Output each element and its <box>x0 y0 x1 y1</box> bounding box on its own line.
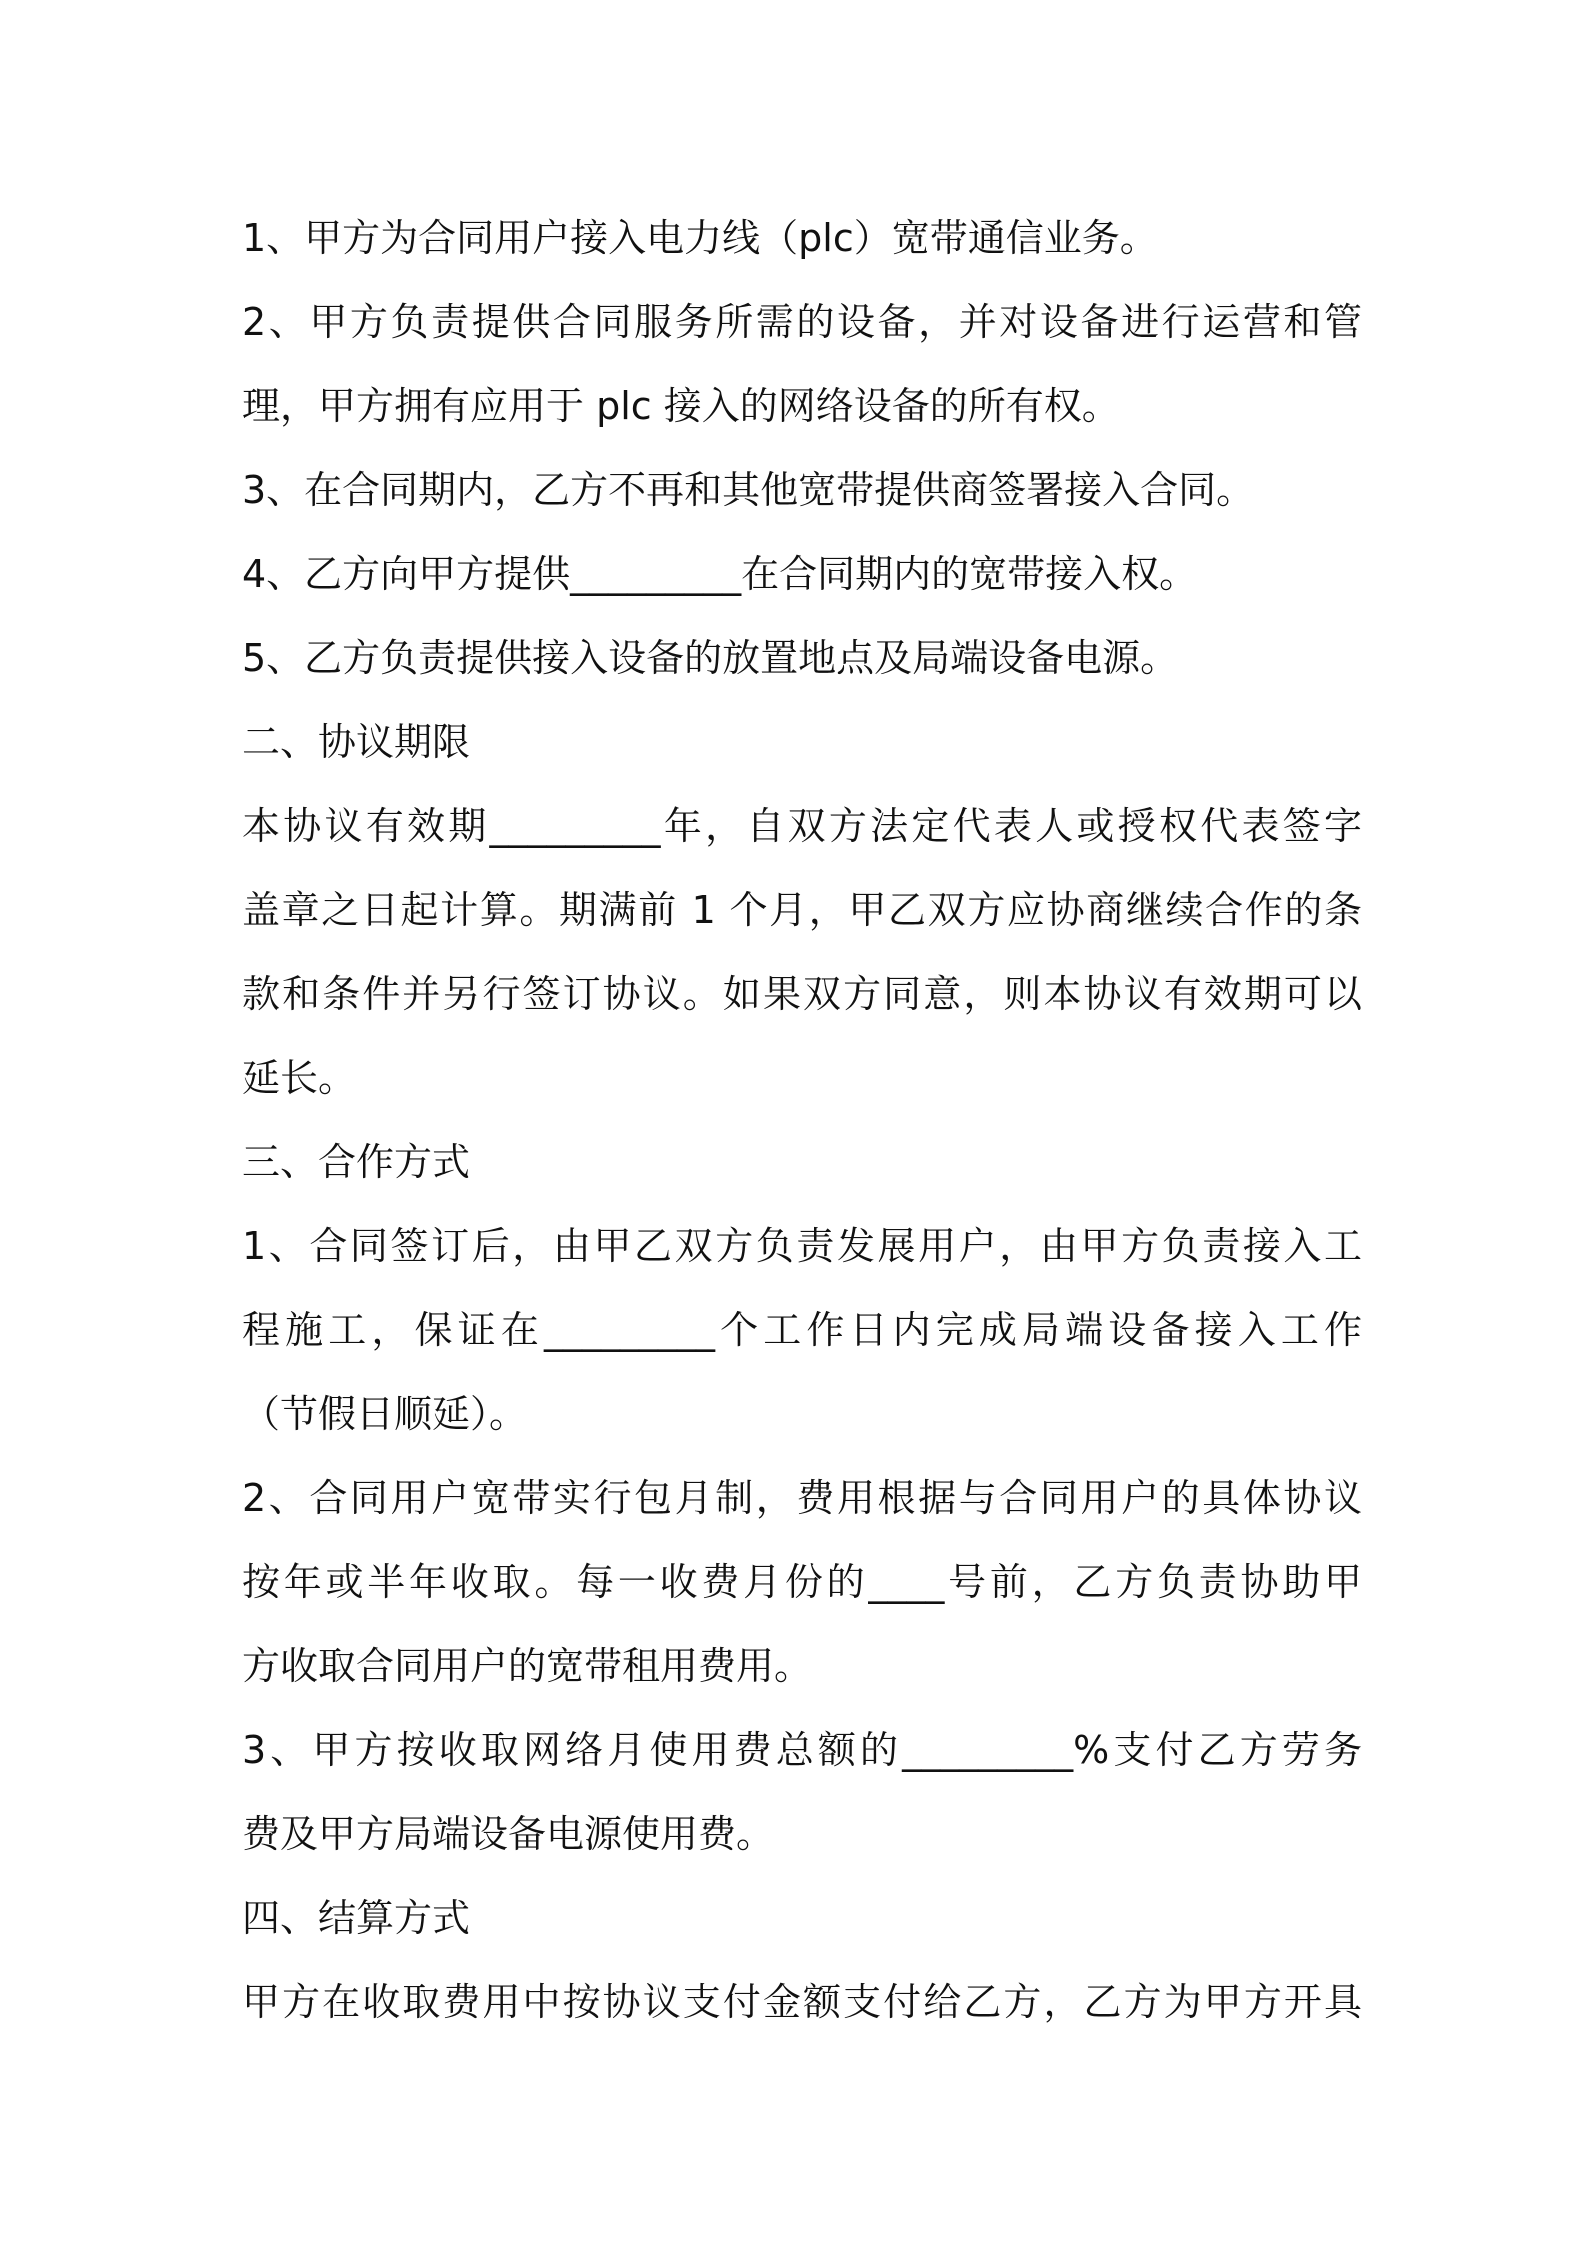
clause-line: 理，甲方拥有应用于 plc 接入的网络设备的所有权。 <box>242 384 1120 428</box>
document-body <box>242 196 1362 2044</box>
section-heading: 四、结算方式 <box>242 1896 471 1940</box>
clause-line: 1、合同签订后，由甲乙双方负责发展用户，由甲方负责接入工 <box>242 1224 1362 1268</box>
clause-line: （节假日顺延）。 <box>242 1392 528 1436</box>
paragraph-line: 盖章之日起计算。期满前 1 个月，甲乙双方应协商继续合作的条 <box>242 888 1362 932</box>
clause-line: 4、乙方向甲方提供_________在合同期内的宽带接入权。 <box>242 552 1198 596</box>
paragraph-line: 甲方在收取费用中按协议支付金额支付给乙方，乙方为甲方开具 <box>242 1980 1362 2024</box>
clause-line: 2、合同用户宽带实行包月制，费用根据与合同用户的具体协议 <box>242 1476 1362 1520</box>
clause-line: 程施工，保证在_________个工作日内完成局端设备接入工作 <box>242 1308 1362 1352</box>
paragraph-line: 款和条件并另行签订协议。如果双方同意，则本协议有效期可以 <box>242 972 1362 1016</box>
clause-line: 费及甲方局端设备电源使用费。 <box>242 1812 775 1856</box>
clause-line: 5、乙方负责提供接入设备的放置地点及局端设备电源。 <box>242 636 1179 680</box>
clause-line: 1、甲方为合同用户接入电力线（plc）宽带通信业务。 <box>242 216 1158 260</box>
paragraph-line: 延长。 <box>242 1056 357 1100</box>
section-heading: 三、合作方式 <box>242 1140 471 1184</box>
clause-line: 方收取合同用户的宽带租用费用。 <box>242 1644 813 1688</box>
clause-line: 3、甲方按收取网络月使用费总额的_________%支付乙方劳务 <box>242 1728 1362 1772</box>
clause-line: 按年或半年收取。每一收费月份的____号前，乙方负责协助甲 <box>242 1560 1362 1604</box>
paragraph-line: 本协议有效期_________年，自双方法定代表人或授权代表签字 <box>242 804 1362 848</box>
section-heading: 二、协议期限 <box>242 720 471 764</box>
clause-line: 2、甲方负责提供合同服务所需的设备，并对设备进行运营和管 <box>242 300 1362 344</box>
clause-line: 3、在合同期内，乙方不再和其他宽带提供商签署接入合同。 <box>242 468 1255 512</box>
